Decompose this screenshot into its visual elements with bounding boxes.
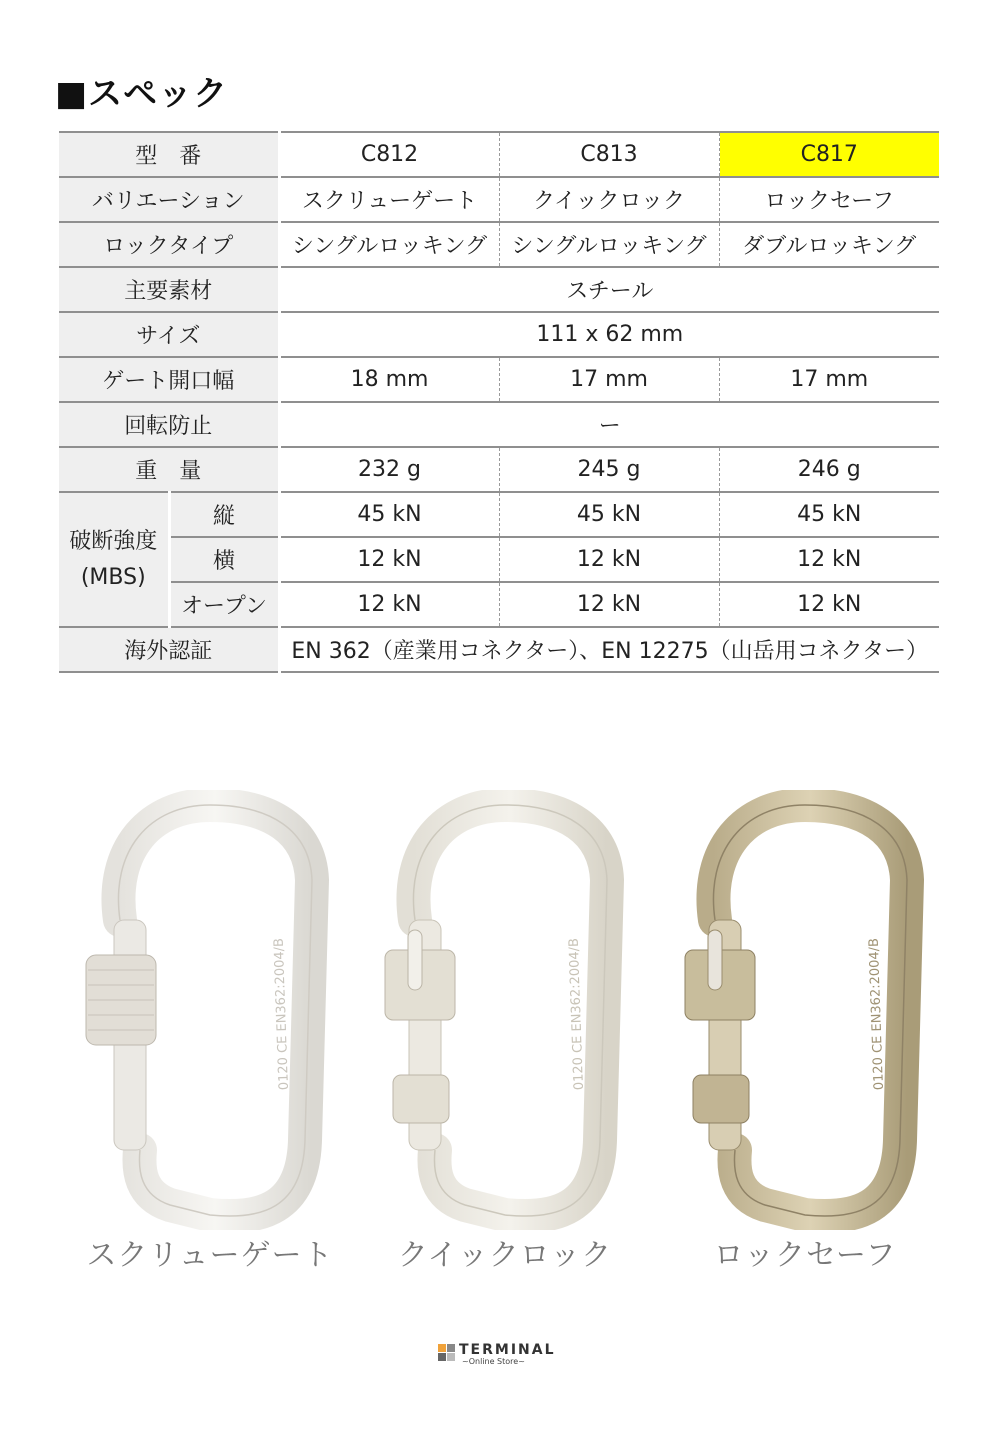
open-value: 12 kN bbox=[499, 582, 719, 627]
lock-type-value: ダブルロッキング bbox=[719, 222, 939, 267]
row-strength-minor bbox=[59, 537, 939, 582]
row-model bbox=[59, 132, 939, 177]
minor-axis-label: 横 bbox=[169, 537, 279, 582]
cert-label: 海外認証 bbox=[59, 627, 279, 672]
major-value: 45 kN bbox=[499, 492, 719, 537]
product-caption: スクリューゲート bbox=[86, 1238, 334, 1273]
gate-value: 18 mm bbox=[279, 357, 499, 402]
anti-rotation-value: ー bbox=[279, 402, 939, 447]
major-axis-label: 縦 bbox=[169, 492, 279, 537]
product-locksafe bbox=[655, 790, 955, 1280]
terminal-logo bbox=[438, 1344, 568, 1368]
strength-label bbox=[59, 492, 169, 627]
material-value: スチール bbox=[279, 267, 939, 312]
product-caption: クイックロック bbox=[397, 1238, 613, 1273]
logo-mark bbox=[438, 1353, 446, 1361]
weight-value: 245 g bbox=[499, 447, 719, 492]
minor-value: 12 kN bbox=[499, 537, 719, 582]
row-material bbox=[59, 267, 939, 312]
material-label: 主要素材 bbox=[59, 267, 279, 312]
model-c812: C812 bbox=[279, 132, 499, 177]
cert-value: EN 362（産業用コネクター）、EN 12275（山岳用コネクター） bbox=[279, 627, 939, 672]
variation-value: ロックセーフ bbox=[719, 177, 939, 222]
gate-value: 17 mm bbox=[719, 357, 939, 402]
size-value: 111 x 62 mm bbox=[279, 312, 939, 357]
model-c817: C817 bbox=[719, 132, 939, 177]
row-cert bbox=[59, 627, 939, 672]
logo-mark bbox=[438, 1344, 446, 1352]
row-weight bbox=[59, 447, 939, 492]
engraving-text: 0120 CE EN362:2004/B bbox=[866, 937, 887, 1091]
minor-value: 12 kN bbox=[719, 537, 939, 582]
major-value: 45 kN bbox=[279, 492, 499, 537]
row-gate bbox=[59, 357, 939, 402]
row-anti-rotation bbox=[59, 402, 939, 447]
logo-subtitle: ~Online Store~ bbox=[462, 1357, 525, 1366]
product-images bbox=[0, 790, 1000, 1273]
logo-mark bbox=[447, 1344, 455, 1352]
strength-label-line2: (MBS) bbox=[80, 564, 146, 590]
lock-type-value: シングルロッキング bbox=[499, 222, 719, 267]
lock-type-label: ロックタイプ bbox=[59, 222, 279, 267]
section-title: ■スペック bbox=[55, 74, 229, 114]
minor-value: 12 kN bbox=[279, 537, 499, 582]
open-value: 12 kN bbox=[719, 582, 939, 627]
open-gate-label: オープン bbox=[169, 582, 279, 627]
row-strength-major bbox=[59, 492, 939, 537]
engraving-text: 0120 CE EN362:2004/B bbox=[271, 937, 292, 1091]
carabiner-quicklock-image bbox=[355, 790, 655, 1230]
variation-value: スクリューゲート bbox=[279, 177, 499, 222]
variation-value: クイックロック bbox=[499, 177, 719, 222]
logo-name: TERMINAL bbox=[459, 1342, 556, 1358]
carabiner-locksafe-image bbox=[655, 790, 955, 1230]
row-variation bbox=[59, 177, 939, 222]
row-size bbox=[59, 312, 939, 357]
major-value: 45 kN bbox=[719, 492, 939, 537]
engraving-text: 0120 CE EN362:2004/B bbox=[566, 937, 587, 1091]
strength-label-line1: 破断強度 bbox=[69, 529, 158, 555]
spec-table bbox=[59, 131, 939, 673]
open-value: 12 kN bbox=[279, 582, 499, 627]
row-lock-type bbox=[59, 222, 939, 267]
product-quicklock bbox=[355, 790, 655, 1280]
model-c813: C813 bbox=[499, 132, 719, 177]
lock-type-value: シングルロッキング bbox=[279, 222, 499, 267]
logo-mark bbox=[447, 1353, 455, 1361]
gate-label: ゲート開口幅 bbox=[59, 357, 279, 402]
product-caption: ロックセーフ bbox=[713, 1238, 897, 1273]
product-screwgate bbox=[60, 790, 360, 1280]
weight-value: 246 g bbox=[719, 447, 939, 492]
row-strength-open bbox=[59, 582, 939, 627]
variation-label: バリエーション bbox=[59, 177, 279, 222]
anti-rotation-label: 回転防止 bbox=[59, 402, 279, 447]
weight-value: 232 g bbox=[279, 447, 499, 492]
carabiner-screwgate-image bbox=[60, 790, 360, 1230]
weight-label: 重 量 bbox=[59, 447, 279, 492]
model-label: 型 番 bbox=[59, 132, 279, 177]
gate-value: 17 mm bbox=[499, 357, 719, 402]
size-label: サイズ bbox=[59, 312, 279, 357]
